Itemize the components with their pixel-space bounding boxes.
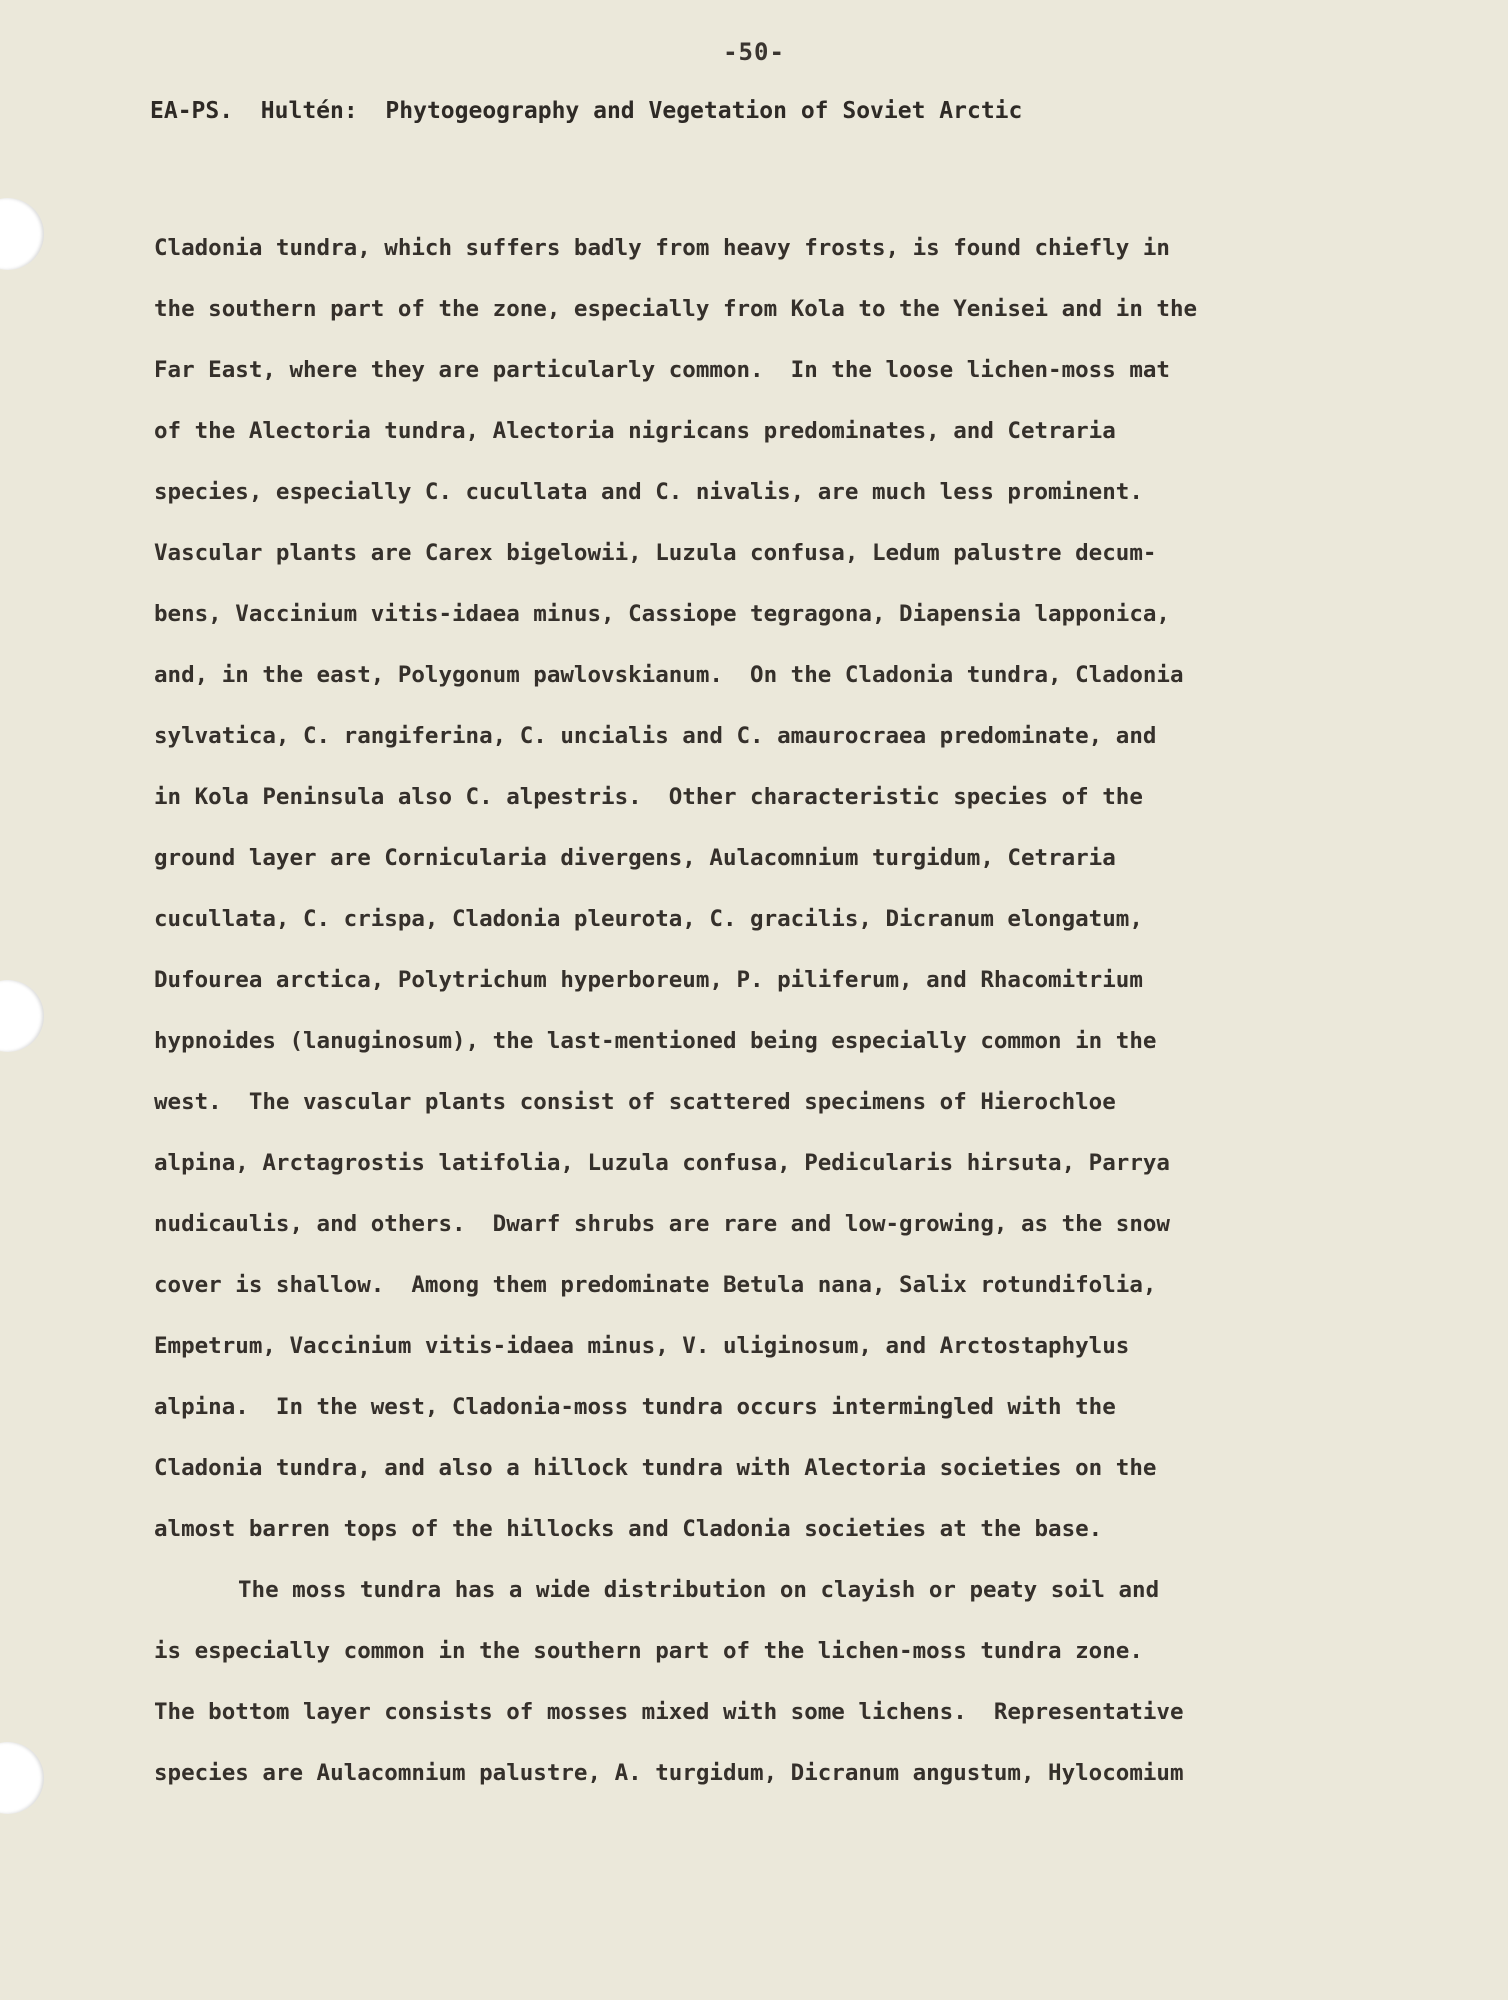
punch-hole [0,1742,44,1814]
text-line: almost barren tops of the hillocks and Cladonia societies at the base. [154,1516,1103,1542]
punch-hole [0,198,44,270]
text-line: Empetrum, Vaccinium vitis-idaea minus, V. uliginosum, and Arctostaphylus [154,1333,1130,1359]
text-line: Cladonia tundra, and also a hillock tundra with Alectoria societies on the [154,1455,1157,1481]
text-line: west. The vascular plants consist of scattered specimens of Hierochloe [154,1089,1116,1115]
running-head: EA-PS. Hultén: Phytogeography and Vegetation of Soviet Arctic [150,98,1023,124]
text-line: The bottom layer consists of mosses mixed with some lichens. Representative [154,1699,1184,1725]
text-line: the southern part of the zone, especially from Kola to the Yenisei and in the [154,296,1198,322]
text-line: alpina. In the west, Cladonia-moss tundra occurs intermingled with the [154,1394,1116,1420]
text-line: Cladonia tundra, which suffers badly from heavy frosts, is found chiefly in [154,235,1170,261]
text-line: and, in the east, Polygonum pawlovskianum. On the Cladonia tundra, Cladonia [154,662,1184,688]
text-line: Dufourea arctica, Polytrichum hyperboreum, P. piliferum, and Rhacomitrium [154,967,1143,993]
text-line: ground layer are Cornicularia divergens, Aulacomnium turgidum, Cetraria [154,845,1116,871]
body-text [154,218,1354,1804]
text-line: is especially common in the southern part of the lichen-moss tundra zone. [154,1638,1143,1664]
text-line: nudicaulis, and others. Dwarf shrubs are rare and low-growing, as the snow [154,1211,1170,1237]
text-line: bens, Vaccinium vitis-idaea minus, Cassiope tegragona, Diapensia lapponica, [154,601,1170,627]
page-number: -50- [723,38,785,66]
text-line: The moss tundra has a wide distribution on clayish or peaty soil and [238,1577,1160,1603]
text-line: cover is shallow. Among them predominate Betula nana, Salix rotundifolia, [154,1272,1157,1298]
text-line: of the Alectoria tundra, Alectoria nigricans predominates, and Cetraria [154,418,1116,444]
text-line: Vascular plants are Carex bigelowii, Luzula confusa, Ledum palustre decum- [154,540,1157,566]
paragraph-1 [154,218,1354,1560]
text-line: species are Aulacomnium palustre, A. turgidum, Dicranum angustum, Hylocomium [154,1760,1184,1786]
text-line: alpina, Arctagrostis latifolia, Luzula confusa, Pedicularis hirsuta, Parrya [154,1150,1170,1176]
paragraph-2 [154,1560,1354,1804]
punch-hole [0,980,44,1052]
text-line: hypnoides (lanuginosum), the last-mentioned being especially common in the [154,1028,1157,1054]
text-line: in Kola Peninsula also C. alpestris. Other characteristic species of the [154,784,1143,810]
text-line: cucullata, C. crispa, Cladonia pleurota, C. gracilis, Dicranum elongatum, [154,906,1143,932]
text-line: sylvatica, C. rangiferina, C. uncialis and C. amaurocraea predominate, and [154,723,1157,749]
text-line: species, especially C. cucullata and C. nivalis, are much less prominent. [154,479,1143,505]
text-line: Far East, where they are particularly common. In the loose lichen-moss mat [154,357,1170,383]
